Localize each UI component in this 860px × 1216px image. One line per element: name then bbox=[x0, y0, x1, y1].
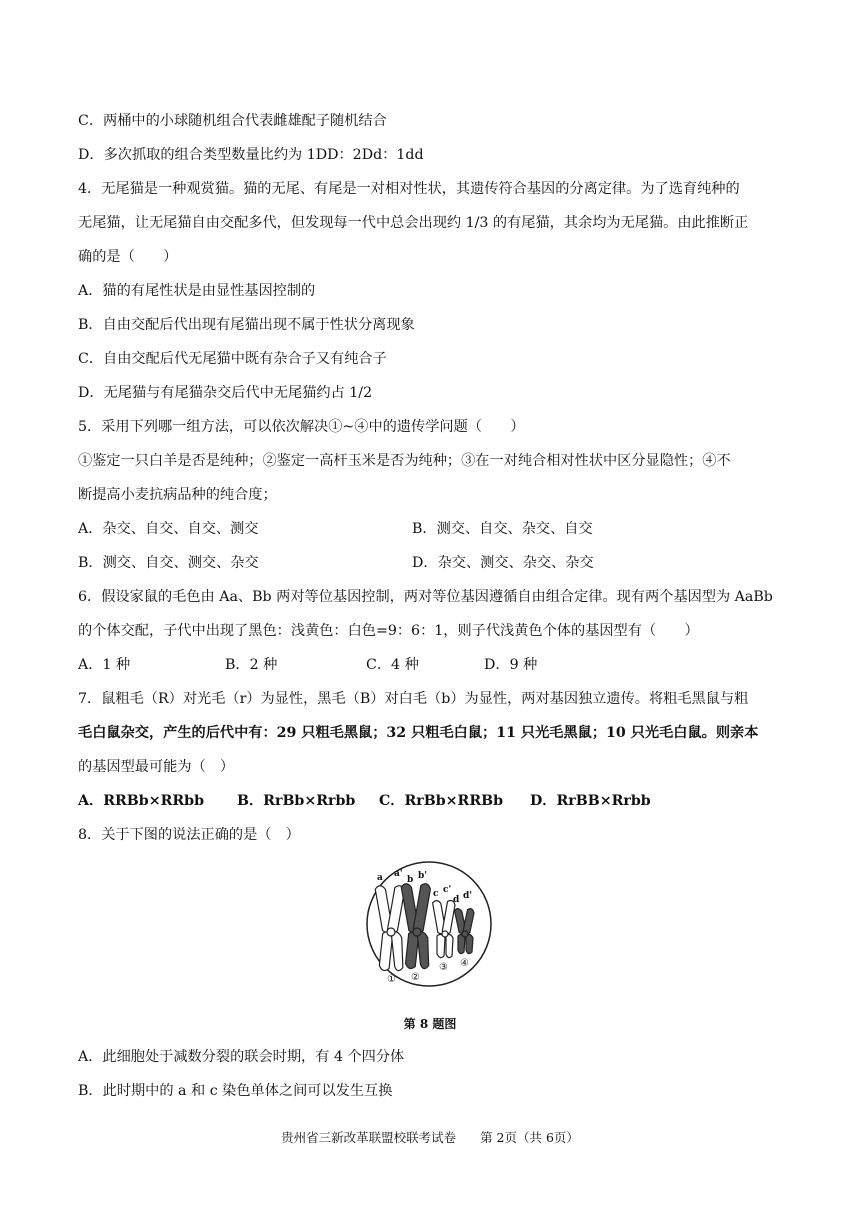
label-b-prime: b' bbox=[418, 871, 428, 881]
q5-option-a: A．杂交、自交、自交、测交 bbox=[78, 521, 259, 537]
footer-exam-name: 贵州省三新改革联盟校联考试卷 bbox=[281, 1130, 457, 1145]
q7-option-b: B．RrBb×Rrbb bbox=[237, 793, 356, 809]
q3-option-d: D．多次抓取的组合类型数量比约为 1DD：2Dd：1dd bbox=[78, 147, 424, 163]
q7-option-d: D．RrBB×Rrbb bbox=[530, 793, 651, 809]
q5-option-c: B．测交、自交、测交、杂交 bbox=[78, 555, 259, 571]
q6-option-b: B．2 种 bbox=[225, 657, 278, 673]
q4-stem-line-1: 4．无尾猫是一种观赏猫。猫的无尾、有尾是一对相对性状，其遗传符合基因的分离定律。为了选育纯种的 bbox=[78, 181, 740, 197]
q7-stem-line-1: 7．鼠粗毛（R）对光毛（r）为显性，黑毛（B）对白毛（b）为显性，两对基因独立遗传。将粗毛黑鼠与粗 bbox=[78, 691, 749, 707]
q4-stem-line-3: 确的是（ ） bbox=[78, 249, 178, 265]
q5-sub-line-1: ①鉴定一只白羊是否是纯种；②鉴定一高杆玉米是否为纯种；③在一对纯合相对性状中区分显隐性；④不 bbox=[78, 453, 731, 469]
q5-option-d: D．杂交、测交、杂交、杂交 bbox=[412, 555, 594, 571]
figure-caption: 第 8 题图 bbox=[403, 1017, 457, 1031]
cell-diagram bbox=[365, 860, 493, 988]
q8-stem: 8．关于下图的说法正确的是（ ） bbox=[78, 827, 300, 843]
q5-stem: 5．采用下列哪一组方法，可以依次解决①~④中的遗传学问题（ ） bbox=[78, 419, 525, 435]
q4-option-d: D．无尾猫与有尾猫杂交后代中无尾猫约占 1/2 bbox=[78, 385, 373, 401]
number-1: ① bbox=[387, 974, 396, 985]
q7-option-c: C．RrBb×RRBb bbox=[379, 793, 504, 809]
q6-stem-line-1: 6．假设家鼠的毛色由 Aa、Bb 两对等位基因控制，两对等位基因遵循自由组合定律。现有两个基因型为 AaBb bbox=[78, 589, 773, 605]
q4-option-b: B．自由交配后代出现有尾猫出现不属于性状分离现象 bbox=[78, 317, 415, 333]
number-4: ④ bbox=[460, 958, 469, 969]
number-3: ③ bbox=[439, 962, 448, 973]
q8-option-b: B．此时期中的 a 和 c 染色单体之间可以发生互换 bbox=[78, 1083, 393, 1099]
label-c-prime: c' bbox=[443, 885, 452, 895]
q4-option-c: C．自由交配后代无尾猫中既有杂合子又有纯合子 bbox=[78, 351, 387, 367]
page-footer bbox=[0, 1128, 860, 1146]
q4-option-a: A．猫的有尾性状是由显性基因控制的 bbox=[78, 283, 316, 299]
q4-stem-line-2: 无尾猫，让无尾猫自由交配多代，但发现每一代中总会出现约 1/3 的有尾猫，其余均为无尾猫。由此推断正 bbox=[78, 215, 749, 231]
q8-option-a: A．此细胞处于减数分裂的联会时期，有 4 个四分体 bbox=[78, 1049, 405, 1065]
label-b: b bbox=[407, 875, 414, 885]
label-a-prime: a' bbox=[394, 869, 403, 879]
label-d: d bbox=[453, 895, 460, 905]
q7-option-a: A．RRBb×RRbb bbox=[78, 793, 204, 809]
number-2: ② bbox=[411, 972, 420, 983]
q7-stem-line-3: 的基因型最可能为（ ） bbox=[78, 759, 235, 775]
footer-page-number: 第 2页（共 6页） bbox=[480, 1130, 579, 1145]
label-a: a bbox=[377, 873, 383, 883]
label-d-prime: d' bbox=[463, 891, 473, 901]
q6-option-a: A．1 种 bbox=[78, 657, 131, 673]
label-c: c bbox=[433, 889, 439, 899]
q5-sub-line-2: 断提高小麦抗病品种的纯合度； bbox=[78, 487, 277, 503]
q5-option-b: B．测交、自交、杂交、自交 bbox=[412, 521, 593, 537]
q6-option-d: D．9 种 bbox=[484, 657, 538, 673]
q6-stem-line-2: 的个体交配，子代中出现了黑色：浅黄色：白色=9：6：1，则子代浅黄色个体的基因型有（ ） bbox=[78, 623, 699, 639]
q7-stem-line-2: 毛白鼠杂交，产生的后代中有：29 只粗毛黑鼠；32 只粗毛白鼠；11 只光毛黑鼠；10 只光毛白鼠。则亲本 bbox=[78, 725, 759, 741]
q3-option-c: C．两桶中的小球随机组合代表雌雄配子随机结合 bbox=[78, 113, 387, 129]
q6-option-c: C．4 种 bbox=[366, 657, 419, 673]
